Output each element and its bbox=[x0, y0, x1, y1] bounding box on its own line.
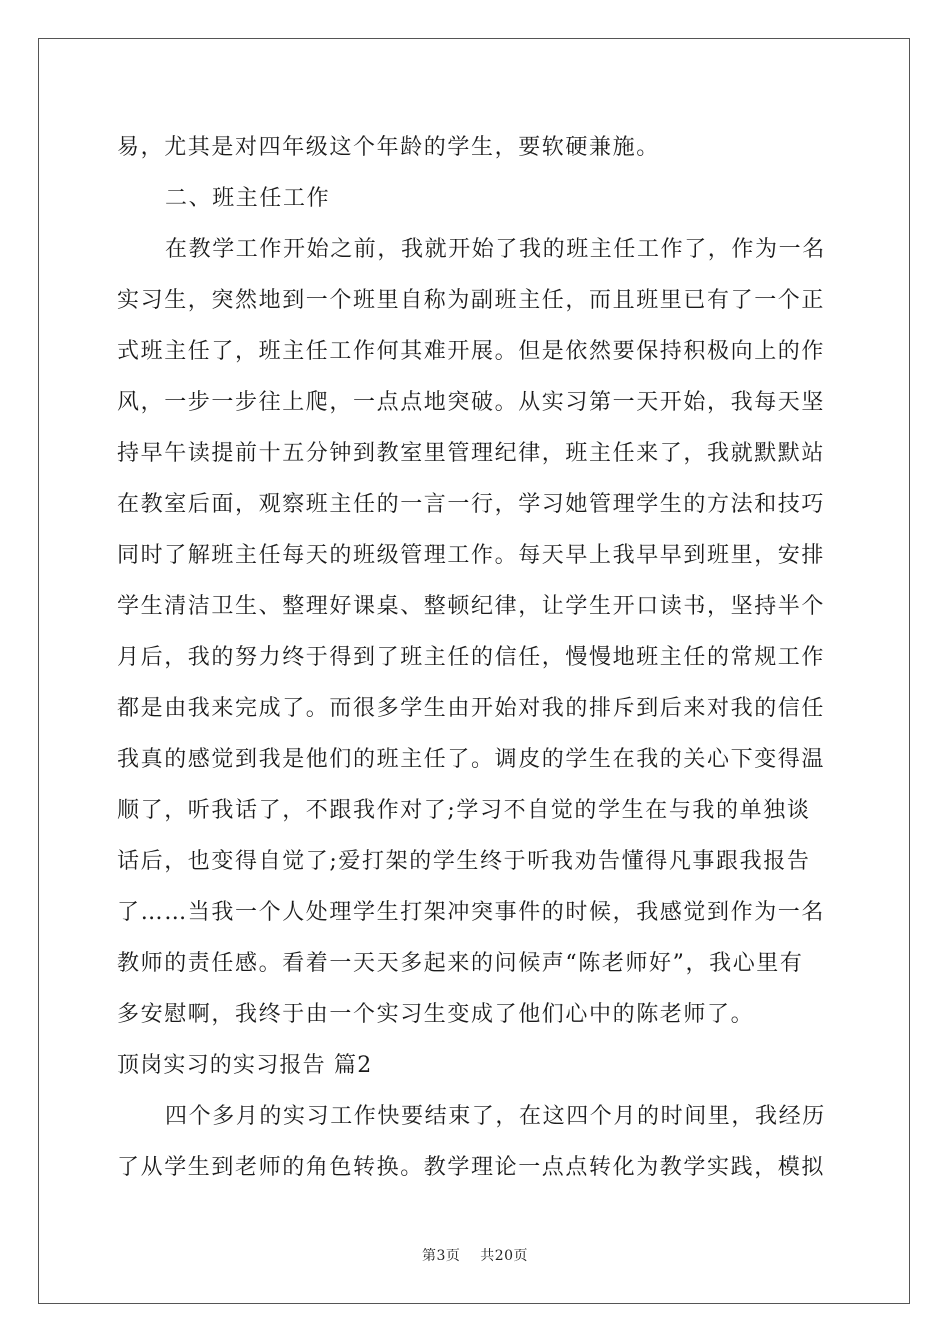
text-line: 同时了解班主任每天的班级管理工作。每天早上我早早到班里，安排 bbox=[117, 543, 826, 568]
text-line: 都是由我来完成了。而很多学生由开始对我的排斥到后来对我的信任 bbox=[117, 696, 826, 721]
text-line: 了……当我一个人处理学生打架冲突事件的时候，我感觉到作为一名 bbox=[117, 900, 826, 925]
text-line: 了从学生到老师的角色转换。教学理论一点点转化为教学实践，模拟 bbox=[117, 1155, 826, 1180]
text-line: 二、班主任工作 bbox=[165, 186, 331, 211]
text-line: 学生清洁卫生、整理好课桌、整顿纪律，让学生开口读书，坚持半个 bbox=[117, 594, 826, 619]
text-line: 多安慰啊，我终于由一个实习生变成了他们心中的陈老师了。 bbox=[117, 1002, 755, 1027]
text-line: 持早午读提前十五分钟到教室里管理纪律，班主任来了，我就默默站 bbox=[117, 441, 826, 466]
section-heading: 顶岗实习的实习报告 篇2 bbox=[117, 1053, 373, 1078]
page-footer bbox=[0, 1245, 950, 1265]
page-number: 第3页 bbox=[421, 1248, 461, 1264]
text-line: 顺了，听我话了，不跟我作对了;学习不自觉的学生在与我的单独谈 bbox=[117, 798, 811, 823]
page-total: 共20页 bbox=[480, 1248, 529, 1264]
text-line: 实习生，突然地到一个班里自称为副班主任，而且班里已有了一个正 bbox=[117, 288, 826, 313]
text-line: 风，一步一步往上爬，一点点地突破。从实习第一天开始，我每天坚 bbox=[117, 390, 826, 415]
text-line: 在教室后面，观察班主任的一言一行，学习她管理学生的方法和技巧 bbox=[117, 492, 826, 517]
text-line: 在教学工作开始之前，我就开始了我的班主任工作了，作为一名 bbox=[165, 237, 826, 262]
document-body bbox=[117, 122, 833, 1193]
text-line: 话后，也变得自觉了;爱打架的学生终于听我劝告懂得凡事跟我报告 bbox=[117, 849, 811, 874]
text-line: 月后，我的努力终于得到了班主任的信任，慢慢地班主任的常规工作 bbox=[117, 645, 826, 670]
text-line: 四个多月的实习工作快要结束了，在这四个月的时间里，我经历 bbox=[165, 1104, 826, 1129]
text-line: 式班主任了，班主任工作何其难开展。但是依然要保持积极向上的作 bbox=[117, 339, 826, 364]
text-line: 我真的感觉到我是他们的班主任了。调皮的学生在我的关心下变得温 bbox=[117, 747, 826, 772]
text-line: 易，尤其是对四年级这个年龄的学生，要软硬兼施。 bbox=[117, 135, 660, 160]
text-line: 教师的责任感。看着一天天多起来的问候声“陈老师好”，我心里有 bbox=[117, 951, 804, 976]
